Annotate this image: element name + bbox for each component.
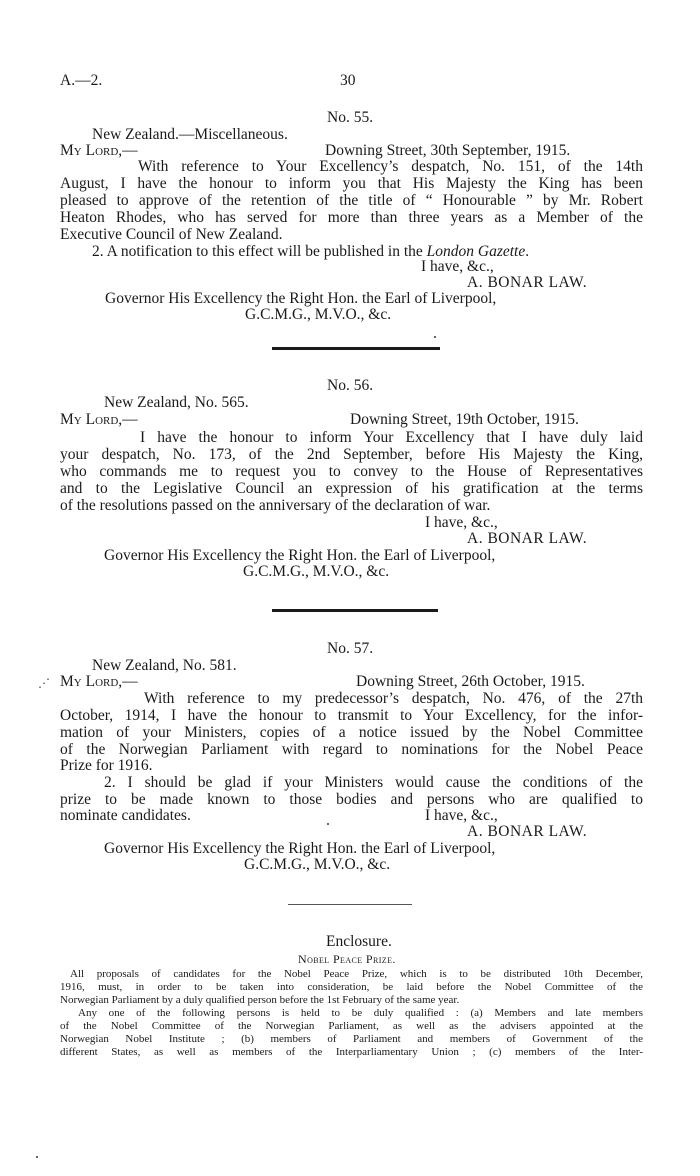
addressee: Governor His Excellency the Right Hon. the Earl of Liverpool, — [104, 547, 496, 564]
salutation: My Lord,— — [60, 142, 138, 159]
enclosure-line: Any one of the following persons is held to be duly qualified : (a) Members and late members — [78, 1007, 643, 1019]
body-line: mation of your Ministers, copies of a notice issued by the Nobel Committee — [60, 724, 643, 741]
signature: A. BONAR LAW. — [467, 530, 588, 547]
body-line: prize to be made known to those bodies and persons who are qualified to — [60, 791, 643, 808]
salutation: My Lord,— — [60, 673, 138, 690]
page-reference: A.—2. — [60, 72, 103, 89]
closing: I have, &c., — [421, 258, 494, 275]
signature: A. BONAR LAW. — [467, 274, 588, 291]
body-line: of the resolutions passed on the anniversary of the declaration of war. — [60, 497, 491, 514]
page-number: 30 — [340, 72, 356, 89]
letter-reference: New Zealand.—Miscellaneous. — [92, 126, 288, 143]
section-divider — [288, 904, 412, 905]
body-line: Heaton Rhodes, who has served for more than three years as a Member of the — [60, 209, 643, 226]
gazette-title: London Gazette — [426, 243, 526, 260]
body-line: Executive Council of New Zealand. — [60, 226, 283, 243]
closing: I have, &c., — [425, 807, 498, 824]
body-line: I have the honour to inform Your Excellency that I have duly laid — [140, 429, 643, 446]
addressee-honours: G.C.M.G., M.V.O., &c. — [243, 563, 390, 580]
body-line: pleased to approve of the retention of the title of “ Honourable ” by Mr. Robert — [60, 192, 643, 209]
enclosure-line: All proposals of candidates for the Nobel Peace Prize, which is to be distributed 10th December, — [70, 968, 643, 980]
addressee-honours: G.C.M.G., M.V.O., &c. — [244, 856, 391, 873]
margin-mark-icon: ⋰ — [38, 676, 50, 690]
letter-number: No. 57. — [327, 640, 374, 657]
body-line: and to the Legislative Council an expression of his gratification at the terms — [60, 480, 643, 497]
enclosure-line: of the Nobel Committee of the Norwegian Parliament, as well as the advisers appointed at the — [60, 1020, 643, 1032]
body-line: October, 1914, I have the honour to transmit to Your Excellency, for the infor- — [60, 707, 643, 724]
place-date: Downing Street, 26th October, 1915. — [356, 673, 585, 690]
letter-reference: New Zealand, No. 565. — [104, 394, 249, 411]
letter-number: No. 56. — [327, 377, 374, 394]
body-line: 2. I should be glad if your Ministers would cause the conditions of the — [104, 774, 643, 791]
section-divider — [272, 347, 440, 350]
addressee: Governor His Excellency the Right Hon. the Earl of Liverpool, — [105, 290, 497, 307]
enclosure-subheading: Nobel Peace Prize. — [298, 952, 396, 966]
enclosure-line: Norwegian Nobel Institute ; (b) members of Parliament and members of Government of the — [60, 1033, 643, 1045]
body-line: With reference to my predecessor’s despatch, No. 476, of the 27th — [144, 690, 643, 707]
closing: I have, &c., — [425, 514, 498, 531]
addressee: Governor His Excellency the Right Hon. the Earl of Liverpool, — [104, 840, 496, 857]
enclosure-line: different States, as well as members of the Interparliamentary Union ; (c) members of the Inter- — [60, 1046, 643, 1058]
place-date: Downing Street, 19th October, 1915. — [350, 411, 579, 428]
letter-reference: New Zealand, No. 581. — [92, 657, 237, 674]
print-speck — [36, 1156, 38, 1158]
salutation: My Lord,— — [60, 411, 138, 428]
enclosure-line: 1916, must, in order to be taken into consideration, be laid before the Nobel Committee of the — [60, 981, 643, 993]
body-line: who commands me to request you to convey to the House of Representatives — [60, 463, 643, 480]
body-line: of the Norwegian Parliament with regard to nominations for the Nobel Peace — [60, 741, 643, 758]
print-speck — [434, 336, 436, 338]
signature: A. BONAR LAW. — [467, 823, 588, 840]
paragraph-2: 2. A notification to this effect will be published in the London Gazette. — [92, 243, 530, 260]
addressee-honours: G.C.M.G., M.V.O., &c. — [245, 306, 392, 323]
body-line: your despatch, No. 173, of the 2nd September, before His Majesty the King, — [60, 446, 643, 463]
letter-number: No. 55. — [327, 109, 374, 126]
place-date: Downing Street, 30th September, 1915. — [325, 142, 571, 159]
enclosure-line: Norwegian Parliament by a duly qualified person before the 1st February of the same year. — [60, 994, 460, 1006]
body-line: nominate candidates. — [60, 807, 191, 824]
body-line: August, I have the honour to inform you that His Majesty the King has been — [60, 175, 643, 192]
enclosure-heading: Enclosure. — [326, 933, 392, 950]
section-divider — [272, 609, 438, 612]
body-line: Prize for 1916. — [60, 757, 153, 774]
body-line: With reference to Your Excellency’s despatch, No. 151, of the 14th — [138, 158, 643, 175]
print-speck — [327, 823, 329, 825]
